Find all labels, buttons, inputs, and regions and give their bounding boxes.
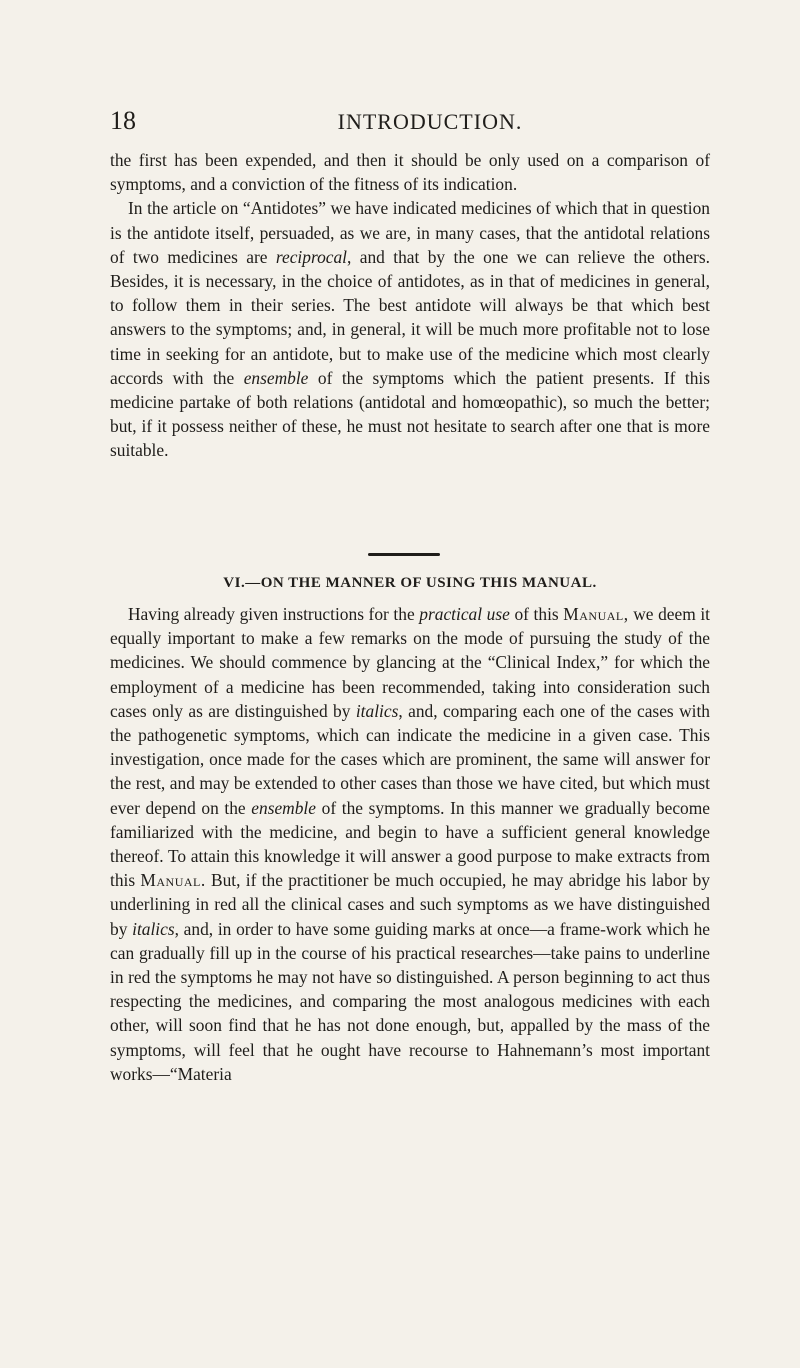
paragraph-continuation: the first has been expended, and then it should be only used on a comparison of symptoms, and a conviction of the fitness of its indication. bbox=[110, 150, 710, 195]
intro-paragraphs bbox=[110, 148, 710, 463]
paragraph-antidotes: In the article on “Antidotes” we have indicated medicines of which that in question is the antidote itself, persuaded, as we are, in many cases, that the antidotal relations of two medicines are reciprocal, and that by the one we can relieve the others. Besides, it is necessary, in the choice of antidotes, as in that of medicines in general, to follow them in their series. The best antidote will always be that which best answers to the symptoms; and, in general, it will be much more profitable not to lose time in seeking for an antidote, but to make use of the medicine which most clearly accords with the ensemble of the symptoms which the patient presents. If this medicine partake of both relations (antidotal and homœopathic), so much the better; but, if it possess neither of these, he must not hesitate to search after one that is more suitable. bbox=[110, 198, 711, 461]
section-heading: VI.—ON THE MANNER OF USING THIS MANUAL. bbox=[223, 575, 597, 591]
paragraph-manual-usage: Having already given instructions for the practical use of this Manual, we deem it equally important to make a few remarks on the mode of pursuing the study of the medicines. We should commence by glancing at the “Clinical Index,” for which the employment of a medicine has been recommended, taking into consideration such cases only as are distinguished by italics, and, comparing each one of the cases with the pathogenetic symptoms, which can indicate the medicine in a given case. This investigation, once made for the cases which are prominent, the same will answer for the rest, and may be extended to other cases than those we have cited, but which must ever depend on the ensemble of the symptoms. In this manner we gradually become familiarized with the medicine, and begin to have a sufficient general knowledge thereof. To attain this knowledge it will answer a good purpose to make extracts from this Manual. But, if the practitioner be much occupied, he may abridge his labor by underlining in red all the clinical cases and such symptoms as we have distinguished by italics, and, in order to have some guiding marks at once—a frame-work which he can gradually fill up in the course of his practical researches—take pains to underline in red the symptoms he may not have so distinguished. A person beginning to act thus respecting the medicines, and comparing the most analogous medicines with each other, will soon find that he has not done enough, but, appalled by the mass of the symptoms, will feel that he ought have recourse to Hahnemann’s most important works—“Materia bbox=[110, 604, 710, 1084]
section-divider bbox=[368, 553, 440, 556]
section-body bbox=[110, 602, 710, 1086]
page-number: 18 bbox=[110, 106, 136, 135]
italic-ensemble: ensemble bbox=[243, 367, 309, 388]
running-head: INTRODUCTION. bbox=[337, 109, 523, 134]
page-header bbox=[110, 106, 710, 136]
italic-reciprocal: reciprocal bbox=[275, 246, 348, 267]
